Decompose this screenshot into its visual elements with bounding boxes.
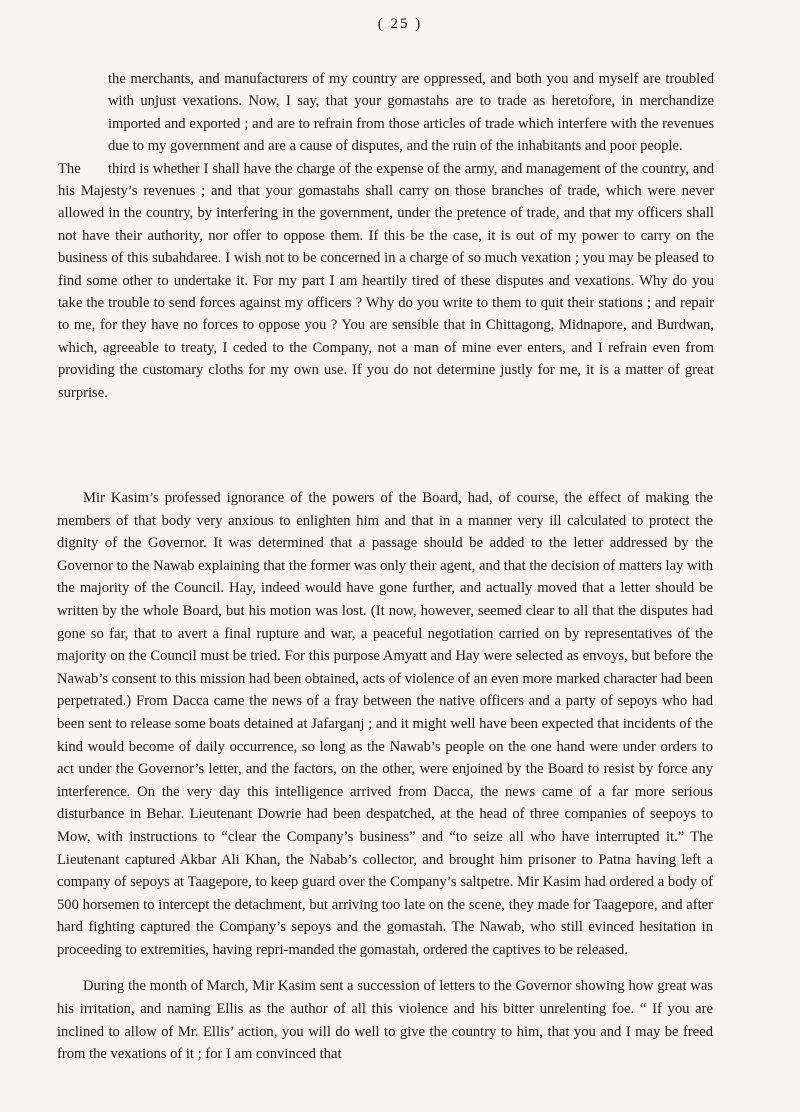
pencil-bracket-close: ) [126,693,132,710]
body-paragraph-1-part-a: Mir Kasim’s professed ignorance of the powers of the Board, had, of course, the effect of making the members of that body very anxious to enlighten him and that in a manner very ill calculated to protect the dignity of the Governor. It was determined that a passage should be added to the letter addressed by the Governor to the Nawab explaining that the former was only their agent, and that the decision of matters lay with the majority of the Council. Hay, indeed would have gone further, and actually moved that a letter should be written by the whole Board, but his motion was lost. [57,490,713,619]
quote-paragraph-2-lead: The [58,160,81,177]
quoted-letter [58,68,714,404]
pencil-bracket-open: ( [370,602,376,619]
quote-paragraph-1: the merchants, and manufacturers of my country are oppressed, and both you and myself are troubled with unjust vexations. Now, I say, that your gomastahs are to trade as heretofore, in merchandize imported and exported ; and are to refrain from those articles of trade which interfere with the revenues due to my government and are a cause of disputes, and the ruin of the inhabitants and poor people. [108,71,714,155]
body-paragraph-1-part-b: It now, however, seemed clear to all that the disputes had gone so far, that to avert a final rupture and war, a peaceful negotiation carried on by representatives of the majority on the Council must be tried. For this purpose Amyatt and Hay were selected as envoys, but before the Nawab’s consent to this mission had been obtained, acts of violence of an even more marked character had been perpetrated. [57,602,713,710]
body-paragraph-1-part-c: From Dacca came the news of a fray between the native officers and a party of sepoys who had been sent to release some boats detained at Jafarganj ; and it might well have been expected that incidents of the kind would become of daily occurrence, so long as the Nawab’s people on the one hand were under orders to act under the Governor’s letter, and the factors, on the other, were enjoined by the Board to resist by force any interference. On the very day this intelligence arrived from Dacca, the news came of a far more serious disturbance in Behar. Lieutenant Dowrie had been despatched, at the head of three companies of seepoys to Mow, with instructions to “clear the Company’s business” and “to seize all who have interrupted it.” The Lieutenant captured Akbar Ali Khan, the Nabab’s collector, and brought him prisoner to Patna having left a company of sepoys at Taagepore, to keep guard over the Company’s saltpetre. Mir Kasim had ordered a body of 500 horsemen to intercept the detachment, but arriving too late on the scene, they made for Taagepore, and after hard fighting captured the Company’s sepoys and the gomastah. The Nawab, who still evinced hesitation in proceeding to extremities, having repri-manded the gomastah, ordered the captives to be released. [57,693,713,958]
quote-paragraph-2-text: third is whether I shall have the charge of the expense of the army, and management of the country, and his Majesty’s revenues ; and that your gomastahs shall carry on those branches of trade, which were never allowed in the country, by interfering in the government, under the pretence of trade, and that my officers shall not have their authority, nor offer to oppose them. If this be the case, it is out of my power to carry on the business of this subahdaree. I wish not to be concerned in a charge of so much vexation ; you may be pleased to find some other to undertake it. For my part I am heartily tired of these disputes and vexations. Why do you take the trouble to send forces against my officers ? Why do you write to them to quit their stations ; and repair to me, for they have no forces to oppose you ? You are sensible that in Chittagong, Midnapore, and Burdwan, which, agreeable to treaty, I ceded to the Company, not a man of mine ever enters, and I refrain even from providing the customary cloths for my own use. If you do not determine justly for me, it is a matter of great surprise. [58,160,714,401]
body-paragraph-2: During the month of March, Mir Kasim sent a succession of letters to the Governor showing how great was his irritation, and naming Ellis as the author of all this violence and his bitter unrelenting foe. “ If you are inclined to allow of Mr. Ellis’ action, you will do well to give the country to him, that you and I may be freed from the vexations of it ; for I am convinced that [57,978,713,1063]
body-text [57,487,713,1066]
page-number: ( 25 ) [377,16,423,32]
body-paragraph-1 [57,487,713,961]
quote-paragraph-2 [58,158,714,404]
